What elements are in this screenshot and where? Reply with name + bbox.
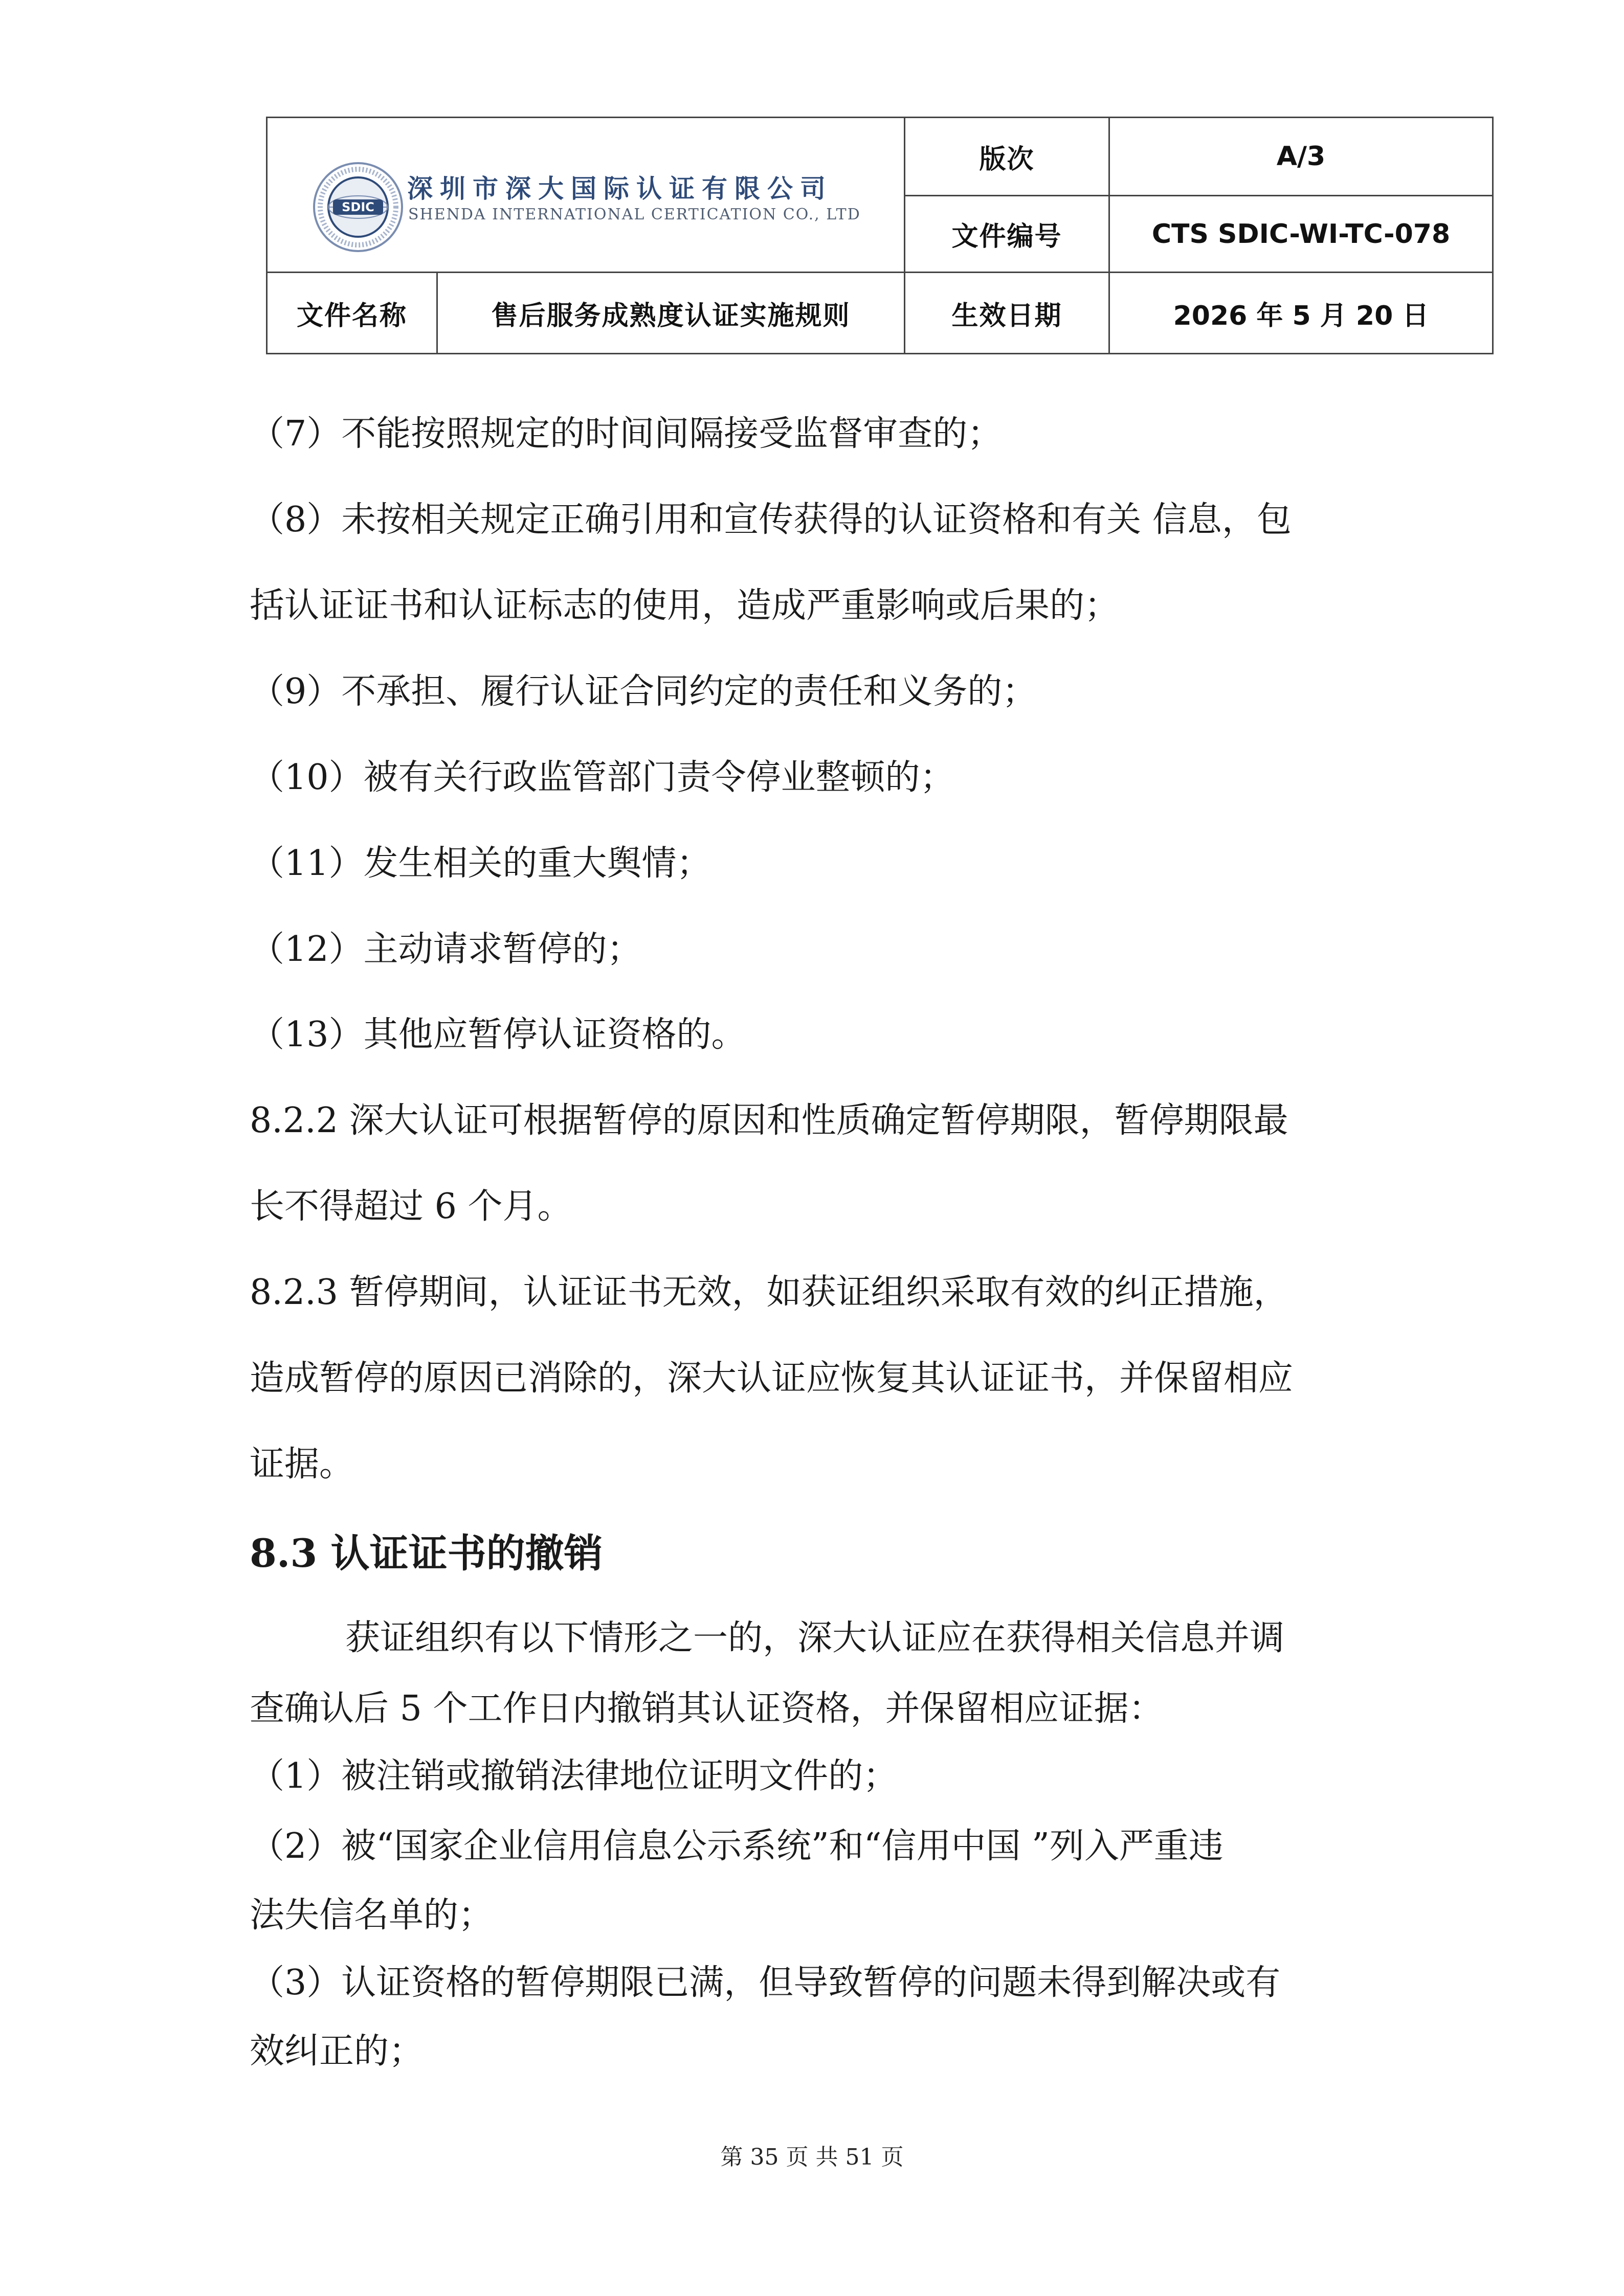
company-logo <box>269 120 904 273</box>
document-header-table <box>266 117 1494 354</box>
paragraph-line: （1）被注销或撤销法律地位证明文件的； <box>250 1756 898 1796</box>
doc-number-label: 文件编号 <box>951 221 1062 252</box>
effective-date-value: 2026 年 5 月 20 日 <box>1173 300 1429 331</box>
paragraph-line: 造成暂停的原因已消除的，深大认证应恢复其认证证书，并保留相应 <box>250 1358 1294 1399</box>
paragraph-line: 效纠正的； <box>250 2031 424 2072</box>
paragraph-line: 查确认后 5 个工作日内撤销其认证资格，并保留相应证据： <box>250 1689 1164 1729</box>
paragraph-line: （7）不能按照规定的时间间隔接受监督审查的； <box>250 414 1003 454</box>
company-name-cn: 深圳市深大国际认证有限公司 <box>407 173 833 204</box>
paragraph-line: （11）发生相关的重大舆情； <box>250 843 711 884</box>
paragraph-line: （10）被有关行政监管部门责令停业整顿的； <box>250 757 955 798</box>
version-label: 版次 <box>979 144 1035 175</box>
seal-text: SDIC <box>342 200 374 214</box>
effective-date-label: 生效日期 <box>951 300 1062 331</box>
paragraph-line: （3）认证资格的暂停期限已满，但导致暂停的问题未得到解决或有 <box>250 1963 1281 2003</box>
paragraph-line: （8）未按相关规定正确引用和宣传获得的认证资格和有关 信息，包 <box>250 500 1292 540</box>
page-number: 第 35 页 共 51 页 <box>720 2144 904 2170</box>
company-name-en: SHENDA INTERNATIONAL CERTICATION CO., LTD <box>408 206 861 223</box>
doc-name-value: 售后服务成熟度认证实施规则 <box>491 300 851 331</box>
doc-name-label: 文件名称 <box>296 300 407 331</box>
paragraph-line: （12）主动请求暂停的； <box>250 929 642 970</box>
version-value: A/3 <box>1276 141 1326 172</box>
section-heading: 8.3 认证证书的撤销 <box>250 1530 603 1576</box>
paragraph-line: 证据。 <box>250 1444 354 1484</box>
paragraph-line: （13）其他应暂停认证资格的。 <box>250 1015 746 1055</box>
paragraph-line: （2）被“国家企业信用信息公示系统”和“信用中国 ”列入严重违 <box>250 1826 1223 1866</box>
paragraph-line: 获证组织有以下情形之一的，深大认证应在获得相关信息并调 <box>345 1618 1285 1658</box>
company-seal-icon <box>313 162 404 253</box>
paragraph-line: 法失信名单的； <box>250 1895 494 1935</box>
paragraph-line: 8.2.3 暂停期间，认证证书无效，如获证组织采取有效的纠正措施， <box>250 1272 1288 1313</box>
paragraph-line: 8.2.2 深大认证可根据暂停的原因和性质确定暂停期限，暂停期限最 <box>250 1100 1288 1141</box>
doc-number-value: CTS SDIC-WI-TC-078 <box>1151 218 1451 250</box>
paragraph-line: （9）不承担、履行认证合同约定的责任和义务的； <box>250 671 1037 712</box>
paragraph-line: 长不得超过 6 个月。 <box>250 1186 572 1227</box>
paragraph-line: 括认证证书和认证标志的使用，造成严重影响或后果的； <box>250 586 1120 626</box>
